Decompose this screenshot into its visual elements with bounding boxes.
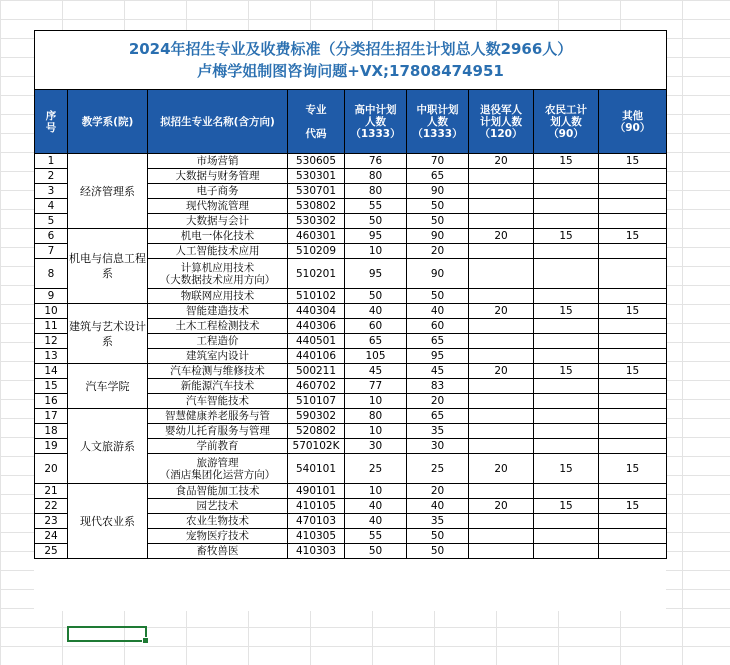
cell-hs[interactable]: 95 xyxy=(345,259,407,289)
major-name: 宠物医疗技术 xyxy=(186,530,249,542)
cell-hs[interactable]: 50 xyxy=(345,544,407,559)
cell-seq[interactable]: 11 xyxy=(35,319,68,334)
cell-voc[interactable]: 60 xyxy=(407,319,469,334)
major-name: 人工智能技术应用 xyxy=(175,245,260,257)
cell-oth[interactable]: 15 xyxy=(599,229,667,244)
cell-voc[interactable]: 70 xyxy=(407,154,469,169)
cell-mig[interactable] xyxy=(534,544,599,559)
cell-seq[interactable]: 21 xyxy=(35,484,68,499)
cell-code[interactable]: 530302 xyxy=(288,214,345,229)
cell-mig[interactable] xyxy=(534,169,599,184)
cell-seq[interactable]: 17 xyxy=(35,409,68,424)
cell-hs[interactable]: 40 xyxy=(345,499,407,514)
cell-vet[interactable]: 20 xyxy=(469,364,534,379)
cell-major[interactable] xyxy=(148,364,288,379)
cell-mig[interactable] xyxy=(534,319,599,334)
table-row xyxy=(35,229,667,244)
major-name: 旅游管理 xyxy=(196,456,239,469)
cell-oth[interactable] xyxy=(599,259,667,289)
cell-hs[interactable]: 50 xyxy=(345,289,407,304)
cell-seq[interactable]: 9 xyxy=(35,289,68,304)
cell-hs[interactable]: 55 xyxy=(345,529,407,544)
cell-seq[interactable]: 5 xyxy=(35,214,68,229)
cell-oth[interactable]: 15 xyxy=(599,304,667,319)
cell-major[interactable] xyxy=(148,319,288,334)
major-name: 计算机应用技术 xyxy=(180,261,255,274)
cell-vet[interactable] xyxy=(469,424,534,439)
cell-hs[interactable]: 10 xyxy=(345,244,407,259)
cell-vet[interactable] xyxy=(469,334,534,349)
cell-dept[interactable]: 建筑与艺术设计系 xyxy=(68,304,148,364)
cell-vet[interactable] xyxy=(469,394,534,409)
header-migrant: 农民工计 划人数 （90） xyxy=(534,90,599,154)
cell-mig[interactable] xyxy=(534,199,599,214)
cell-oth[interactable] xyxy=(599,439,667,454)
cell-code[interactable]: 530301 xyxy=(288,169,345,184)
cell-major[interactable] xyxy=(148,244,288,259)
cell-hs[interactable]: 25 xyxy=(345,454,407,484)
major-name: 物联网应用技术 xyxy=(180,290,255,302)
cell-code[interactable]: 510107 xyxy=(288,394,345,409)
cell-voc[interactable]: 50 xyxy=(407,544,469,559)
cell-voc[interactable]: 50 xyxy=(407,214,469,229)
cell-seq[interactable]: 4 xyxy=(35,199,68,214)
cell-voc[interactable]: 20 xyxy=(407,244,469,259)
cell-dept[interactable]: 汽车学院 xyxy=(68,364,148,409)
cell-voc[interactable]: 30 xyxy=(407,439,469,454)
cell-code[interactable]: 570102K xyxy=(288,439,345,454)
cell-seq[interactable]: 14 xyxy=(35,364,68,379)
cell-vet[interactable] xyxy=(469,379,534,394)
cell-seq[interactable]: 6 xyxy=(35,229,68,244)
table-row xyxy=(35,484,667,499)
cell-major[interactable] xyxy=(148,349,288,364)
cell-seq[interactable]: 7 xyxy=(35,244,68,259)
cell-hs[interactable]: 55 xyxy=(345,199,407,214)
cell-vet[interactable]: 20 xyxy=(469,154,534,169)
cell-code[interactable]: 410305 xyxy=(288,529,345,544)
fill-handle[interactable] xyxy=(142,637,149,644)
cell-code[interactable]: 530701 xyxy=(288,184,345,199)
cell-vet[interactable] xyxy=(469,184,534,199)
cell-major[interactable] xyxy=(148,154,288,169)
cell-oth[interactable] xyxy=(599,379,667,394)
cell-hs[interactable]: 95 xyxy=(345,229,407,244)
cell-oth[interactable] xyxy=(599,409,667,424)
major-name: 电子商务 xyxy=(196,185,239,197)
major-direction: （酒店集团化运营方向） xyxy=(159,468,276,481)
cell-major[interactable] xyxy=(148,169,288,184)
cell-mig[interactable] xyxy=(534,289,599,304)
cell-vet[interactable] xyxy=(469,439,534,454)
major-name: 现代物流管理 xyxy=(186,200,249,212)
enrollment-table-frame xyxy=(34,30,666,611)
cell-mig[interactable] xyxy=(534,439,599,454)
cell-voc[interactable]: 65 xyxy=(407,169,469,184)
cell-mig[interactable] xyxy=(534,184,599,199)
cell-major[interactable] xyxy=(148,259,288,289)
cell-vet[interactable] xyxy=(469,259,534,289)
cell-mig[interactable] xyxy=(534,379,599,394)
title-line-1: 2024年招生专业及收费标准（分类招生招生计划总人数2966人） xyxy=(128,40,573,58)
cell-seq[interactable]: 15 xyxy=(35,379,68,394)
major-name: 机电一体化技术 xyxy=(180,230,255,242)
cell-seq[interactable]: 8 xyxy=(35,259,68,289)
cell-seq[interactable]: 20 xyxy=(35,454,68,484)
header-other: 其他 （90） xyxy=(599,90,667,154)
major-name: 大数据与财务管理 xyxy=(175,170,260,182)
cell-major[interactable] xyxy=(148,199,288,214)
cell-mig[interactable] xyxy=(534,409,599,424)
cell-oth[interactable] xyxy=(599,484,667,499)
cell-seq[interactable]: 25 xyxy=(35,544,68,559)
cell-voc[interactable]: 35 xyxy=(407,514,469,529)
cell-oth[interactable] xyxy=(599,349,667,364)
cell-seq[interactable]: 1 xyxy=(35,154,68,169)
major-name: 市场营销 xyxy=(196,155,239,167)
cell-code[interactable]: 440501 xyxy=(288,334,345,349)
cell-seq[interactable]: 23 xyxy=(35,514,68,529)
cell-vet[interactable] xyxy=(469,349,534,364)
cell-mig[interactable] xyxy=(534,349,599,364)
header-seq: 序 号 xyxy=(35,90,68,154)
cell-major[interactable] xyxy=(148,484,288,499)
title-line-2: 卢梅学姐制图咨询问题+VX;17808474951 xyxy=(197,62,504,80)
major-name: 学前教育 xyxy=(196,440,239,452)
cell-voc[interactable]: 20 xyxy=(407,484,469,499)
cell-major[interactable] xyxy=(148,214,288,229)
cell-code[interactable]: 510201 xyxy=(288,259,345,289)
header-major: 拟招生专业名称(含方向) xyxy=(148,90,288,154)
cell-mig[interactable] xyxy=(534,529,599,544)
cell-major[interactable] xyxy=(148,289,288,304)
cell-major[interactable] xyxy=(148,409,288,424)
cell-major[interactable] xyxy=(148,184,288,199)
cell-oth[interactable] xyxy=(599,544,667,559)
cell-voc[interactable]: 90 xyxy=(407,184,469,199)
cell-vet[interactable] xyxy=(469,544,534,559)
cell-dept[interactable]: 机电与信息工程系 xyxy=(68,229,148,304)
selected-cell[interactable] xyxy=(67,626,147,642)
cell-oth[interactable] xyxy=(599,334,667,349)
cell-oth[interactable] xyxy=(599,319,667,334)
cell-oth[interactable]: 15 xyxy=(599,454,667,484)
major-name: 智慧健康养老服务与管 xyxy=(165,410,270,422)
cell-vet[interactable] xyxy=(469,244,534,259)
cell-seq[interactable]: 16 xyxy=(35,394,68,409)
cell-oth[interactable] xyxy=(599,184,667,199)
cell-hs[interactable]: 80 xyxy=(345,409,407,424)
cell-vet[interactable] xyxy=(469,484,534,499)
cell-oth[interactable] xyxy=(599,424,667,439)
cell-hs[interactable]: 105 xyxy=(345,349,407,364)
cell-hs[interactable]: 77 xyxy=(345,379,407,394)
cell-oth[interactable] xyxy=(599,199,667,214)
cell-oth[interactable] xyxy=(599,169,667,184)
cell-oth[interactable] xyxy=(599,214,667,229)
cell-major[interactable] xyxy=(148,454,288,484)
cell-hs[interactable]: 30 xyxy=(345,439,407,454)
cell-oth[interactable] xyxy=(599,514,667,529)
cell-seq[interactable]: 22 xyxy=(35,499,68,514)
cell-mig[interactable]: 15 xyxy=(534,454,599,484)
cell-major[interactable] xyxy=(148,424,288,439)
cell-seq[interactable]: 19 xyxy=(35,439,68,454)
major-name: 园艺技术 xyxy=(196,500,239,512)
cell-mig[interactable]: 15 xyxy=(534,304,599,319)
table-row xyxy=(35,154,667,169)
cell-seq[interactable]: 12 xyxy=(35,334,68,349)
major-name: 大数据与会计 xyxy=(186,215,249,227)
major-name: 新能源汽车技术 xyxy=(180,380,255,392)
major-name: 食品智能加工技术 xyxy=(175,485,260,497)
cell-major[interactable] xyxy=(148,544,288,559)
header-row xyxy=(35,90,667,154)
cell-oth[interactable] xyxy=(599,244,667,259)
major-name: 婴幼儿托育服务与管理 xyxy=(165,425,270,437)
cell-mig[interactable] xyxy=(534,394,599,409)
cell-major[interactable] xyxy=(148,499,288,514)
cell-vet[interactable]: 20 xyxy=(469,454,534,484)
cell-hs[interactable]: 40 xyxy=(345,304,407,319)
cell-major[interactable] xyxy=(148,514,288,529)
cell-seq[interactable]: 13 xyxy=(35,349,68,364)
cell-seq[interactable]: 10 xyxy=(35,304,68,319)
table-row xyxy=(35,364,667,379)
cell-major[interactable] xyxy=(148,439,288,454)
cell-major[interactable] xyxy=(148,334,288,349)
cell-code[interactable]: 460301 xyxy=(288,229,345,244)
cell-code[interactable]: 470103 xyxy=(288,514,345,529)
cell-voc[interactable]: 65 xyxy=(407,409,469,424)
cell-hs[interactable]: 45 xyxy=(345,364,407,379)
enrollment-table xyxy=(34,30,667,559)
major-name: 农业生物技术 xyxy=(186,515,249,527)
cell-oth[interactable] xyxy=(599,289,667,304)
header-highschool: 高中计划 人数 （1333） xyxy=(345,90,407,154)
cell-voc[interactable]: 20 xyxy=(407,394,469,409)
cell-vet[interactable] xyxy=(469,289,534,304)
major-name: 工程造价 xyxy=(196,335,239,347)
cell-dept[interactable]: 人文旅游系 xyxy=(68,409,148,484)
table-title xyxy=(35,31,667,90)
cell-oth[interactable] xyxy=(599,529,667,544)
cell-code[interactable]: 510102 xyxy=(288,289,345,304)
cell-major[interactable] xyxy=(148,379,288,394)
cell-mig[interactable]: 15 xyxy=(534,154,599,169)
cell-vet[interactable] xyxy=(469,169,534,184)
cell-hs[interactable]: 10 xyxy=(345,424,407,439)
cell-code[interactable]: 530802 xyxy=(288,199,345,214)
cell-mig[interactable] xyxy=(534,244,599,259)
cell-hs[interactable]: 60 xyxy=(345,319,407,334)
cell-code[interactable]: 490101 xyxy=(288,484,345,499)
cell-hs[interactable]: 40 xyxy=(345,514,407,529)
cell-hs[interactable]: 10 xyxy=(345,394,407,409)
cell-voc[interactable]: 40 xyxy=(407,499,469,514)
cell-hs[interactable]: 80 xyxy=(345,184,407,199)
cell-voc[interactable]: 50 xyxy=(407,289,469,304)
cell-major[interactable] xyxy=(148,529,288,544)
cell-seq[interactable]: 3 xyxy=(35,184,68,199)
cell-code[interactable]: 520802 xyxy=(288,424,345,439)
cell-code[interactable]: 440306 xyxy=(288,319,345,334)
cell-voc[interactable]: 90 xyxy=(407,229,469,244)
cell-major[interactable] xyxy=(148,229,288,244)
cell-hs[interactable]: 76 xyxy=(345,154,407,169)
cell-seq[interactable]: 2 xyxy=(35,169,68,184)
cell-code[interactable]: 510209 xyxy=(288,244,345,259)
major-name: 畜牧兽医 xyxy=(196,545,239,557)
cell-mig[interactable] xyxy=(534,334,599,349)
cell-code[interactable]: 410303 xyxy=(288,544,345,559)
cell-mig[interactable]: 15 xyxy=(534,364,599,379)
cell-vet[interactable]: 20 xyxy=(469,499,534,514)
cell-code[interactable]: 410105 xyxy=(288,499,345,514)
cell-mig[interactable] xyxy=(534,424,599,439)
major-name: 汽车检测与维修技术 xyxy=(170,365,265,377)
cell-hs[interactable]: 80 xyxy=(345,169,407,184)
cell-mig[interactable]: 15 xyxy=(534,499,599,514)
cell-voc[interactable]: 35 xyxy=(407,424,469,439)
cell-vet[interactable] xyxy=(469,514,534,529)
header-vocational: 中职计划 人数 （1333） xyxy=(407,90,469,154)
cell-oth[interactable]: 15 xyxy=(599,364,667,379)
cell-code[interactable]: 460702 xyxy=(288,379,345,394)
header-veteran: 退役军人 计划人数 （120） xyxy=(469,90,534,154)
cell-hs[interactable]: 65 xyxy=(345,334,407,349)
major-direction: （大数据技术应用方向） xyxy=(159,273,276,286)
table-row xyxy=(35,409,667,424)
cell-vet[interactable] xyxy=(469,409,534,424)
major-name: 土木工程检测技术 xyxy=(175,320,260,332)
cell-voc[interactable]: 65 xyxy=(407,334,469,349)
cell-voc[interactable]: 95 xyxy=(407,349,469,364)
cell-vet[interactable] xyxy=(469,319,534,334)
cell-mig[interactable] xyxy=(534,484,599,499)
major-name: 汽车智能技术 xyxy=(186,395,249,407)
cell-vet[interactable] xyxy=(469,529,534,544)
cell-code[interactable]: 440106 xyxy=(288,349,345,364)
cell-vet[interactable] xyxy=(469,214,534,229)
cell-code[interactable]: 530605 xyxy=(288,154,345,169)
cell-mig[interactable]: 15 xyxy=(534,229,599,244)
major-name: 建筑室内设计 xyxy=(186,350,249,362)
cell-voc[interactable]: 50 xyxy=(407,529,469,544)
major-name: 智能建造技术 xyxy=(186,305,249,317)
cell-code[interactable]: 440304 xyxy=(288,304,345,319)
cell-voc[interactable]: 45 xyxy=(407,364,469,379)
cell-voc[interactable]: 83 xyxy=(407,379,469,394)
cell-seq[interactable]: 18 xyxy=(35,424,68,439)
cell-vet[interactable]: 20 xyxy=(469,304,534,319)
cell-oth[interactable] xyxy=(599,394,667,409)
cell-hs[interactable]: 50 xyxy=(345,214,407,229)
cell-hs[interactable]: 10 xyxy=(345,484,407,499)
cell-vet[interactable]: 20 xyxy=(469,229,534,244)
cell-voc[interactable]: 90 xyxy=(407,259,469,289)
cell-dept[interactable]: 经济管理系 xyxy=(68,154,148,229)
cell-mig[interactable] xyxy=(534,259,599,289)
cell-voc[interactable]: 40 xyxy=(407,304,469,319)
cell-oth[interactable]: 15 xyxy=(599,154,667,169)
cell-major[interactable] xyxy=(148,304,288,319)
cell-vet[interactable] xyxy=(469,199,534,214)
cell-major[interactable] xyxy=(148,394,288,409)
cell-dept[interactable]: 现代农业系 xyxy=(68,484,148,559)
cell-mig[interactable] xyxy=(534,514,599,529)
cell-oth[interactable]: 15 xyxy=(599,499,667,514)
header-dept: 教学系(院) xyxy=(68,90,148,154)
cell-code[interactable]: 500211 xyxy=(288,364,345,379)
cell-voc[interactable]: 50 xyxy=(407,199,469,214)
cell-seq[interactable]: 24 xyxy=(35,529,68,544)
table-row xyxy=(35,304,667,319)
header-code: 专业 代码 xyxy=(288,90,345,154)
cell-code[interactable]: 540101 xyxy=(288,454,345,484)
cell-code[interactable]: 590302 xyxy=(288,409,345,424)
cell-voc[interactable]: 25 xyxy=(407,454,469,484)
cell-mig[interactable] xyxy=(534,214,599,229)
